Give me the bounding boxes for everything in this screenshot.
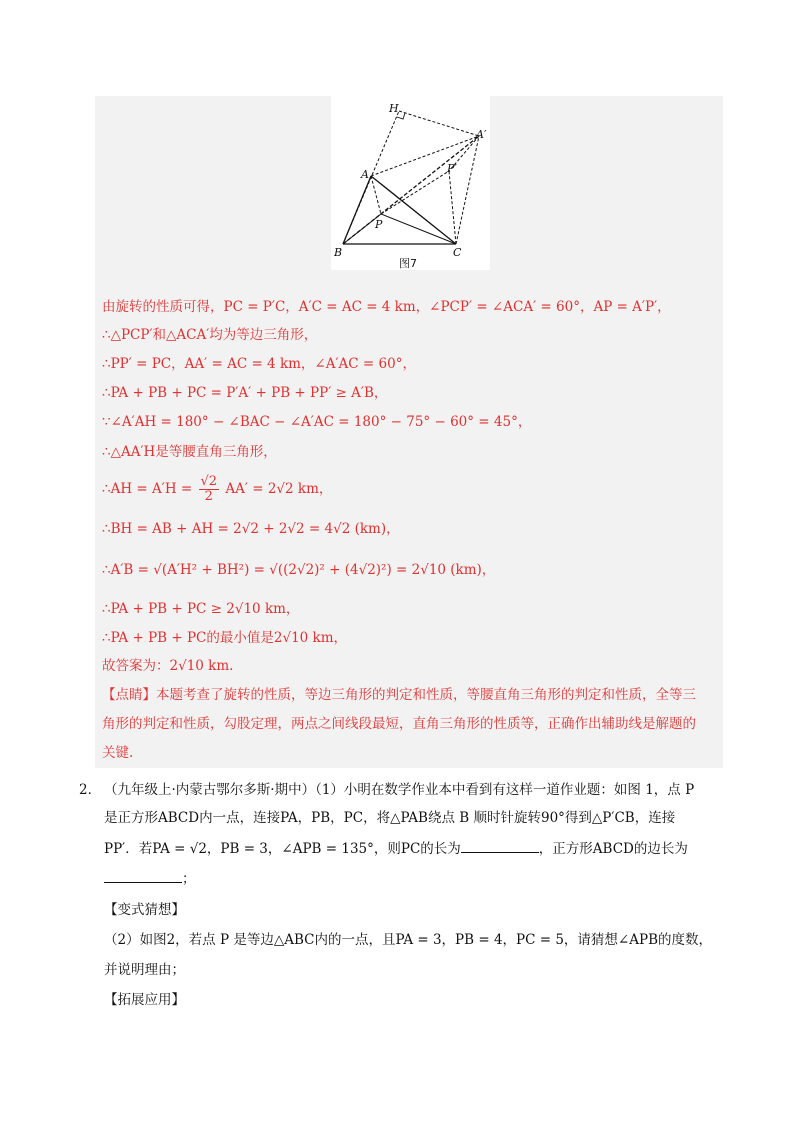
question-line-4 — [104, 868, 196, 889]
solution-line-5: ∵∠A′AH = 180° − ∠BAC − ∠A′AC = 180° − 75° − 60° = 45°， — [102, 414, 532, 430]
question-line-1: （九年级上·内蒙古鄂尔多斯·期中）（1）小明在数学作业本中看到有这样一道作业题：如图 1，点 P — [104, 782, 695, 798]
label-b: B — [334, 246, 343, 259]
solution-line-8: ∴BH = AB + AH = 2√2 + 2√2 = 4√2 (km)， — [102, 521, 400, 537]
solution-line-12: 故答案为：2√10 km. — [102, 658, 234, 674]
fraction-numerator: √2 — [200, 474, 218, 489]
solution-line-10: ∴PA + PB + PC ≥ 2√10 km， — [102, 601, 300, 617]
fraction-denominator: 2 — [204, 489, 213, 504]
heading-extend: 【拓展应用】 — [104, 992, 185, 1008]
label-p: P — [375, 218, 383, 231]
line7-right: AA′ = 2√2 km， — [225, 481, 333, 497]
solution-line-4: ∴PA + PB + PC = P′A′ + PB + PP′ ≥ A′B， — [102, 385, 388, 401]
segment-ap-prime — [371, 136, 479, 176]
line7-left: ∴AH = A′H = — [102, 481, 193, 497]
segment-bh — [343, 111, 399, 244]
question-line-6: 并说明理由； — [104, 962, 185, 978]
solution-line-3: ∴PP′ = PC，AA′ = AC = 4 km，∠A′AC = 60°， — [102, 356, 416, 372]
label-a-prime: A′ — [476, 128, 487, 141]
answer-blank-side[interactable] — [104, 868, 182, 883]
comment-line-3: 关键. — [102, 745, 134, 761]
line4-end: ； — [182, 871, 196, 887]
label-a: A — [361, 168, 369, 181]
geometry-figure — [331, 96, 490, 270]
solution-line-9: ∴A′B = √(A′H² + BH²) = √((2√2)² + (4√2)²) = 2√10 (km)， — [102, 562, 496, 578]
fraction-root2-over-2 — [199, 475, 220, 504]
figure-caption: 图7 — [399, 257, 417, 270]
segment-ha-prime — [399, 111, 479, 136]
question-number: 2． — [79, 782, 102, 798]
solution-line-2: ∴△PCP′和△ACA′均为等边三角形， — [102, 327, 318, 343]
solution-line-7 — [102, 473, 332, 505]
label-c: C — [453, 246, 462, 259]
figure-7-diagram — [331, 96, 490, 270]
label-p-prime: P′ — [447, 162, 457, 175]
question-line-5: （2）如图2，若点 P 是等边△ABC内的一点，且PA = 3，PB = 4，PC = 5，请猜想∠APB的度数， — [104, 932, 713, 948]
comment-line-1: 【点睛】本题考查了旋转的性质，等边三角形的判定和性质，等腰直角三角形的判定和性质，全等三 — [102, 687, 696, 703]
label-h: H — [389, 102, 399, 115]
segment-cp-prime — [449, 171, 456, 244]
question-line-2: 是正方形ABCD内一点，连接PA，PB，PC，将△PAB绕点 B 顺时针旋转90°得到△P′CB，连接 — [104, 810, 676, 826]
solution-line-1: 由旋转的性质可得，PC = P′C，A′C = AC = 4 km，∠PCP′ = ∠ACA′ = 60°，AP = A′P′， — [102, 299, 671, 315]
line3-part-b: ，正方形ABCD的边长为 — [538, 841, 688, 857]
comment-line-2: 角形的判定和性质，勾股定理，两点之间线段最短，直角三角形的性质等，正确作出辅助线是解题的 — [102, 716, 696, 732]
segment-ac — [371, 176, 456, 244]
line3-part-a: PP′．若PA = √2，PB = 3，∠APB = 135°，则PC的长为 — [104, 841, 461, 857]
segment-ba-prime — [343, 136, 479, 244]
question-line-3 — [104, 838, 688, 859]
segment-ca-prime — [456, 136, 479, 244]
segment-pa — [371, 176, 381, 214]
solution-line-11: ∴PA + PB + PC的最小值是2√10 km， — [102, 630, 348, 646]
segment-pc — [381, 214, 456, 244]
heading-variant: 【变式猜想】 — [104, 902, 185, 918]
solution-line-6: ∴△AA′H是等腰直角三角形， — [102, 444, 277, 460]
answer-blank-pc[interactable] — [461, 838, 539, 853]
